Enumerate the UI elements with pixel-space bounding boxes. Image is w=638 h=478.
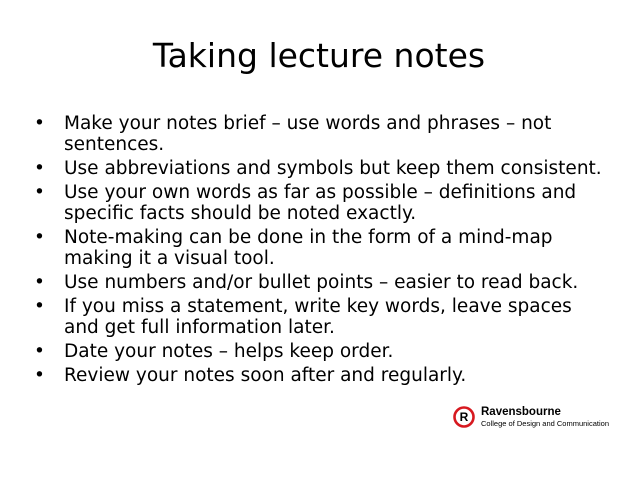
bullet-icon: • bbox=[34, 113, 45, 134]
bullet-item bbox=[34, 227, 604, 269]
bullet-item bbox=[34, 296, 604, 338]
ravensbourne-logo bbox=[453, 404, 613, 434]
bullet-text: Make your notes brief – use words and phrases – not sentences. bbox=[64, 113, 552, 155]
bullet-text: Use numbers and/or bullet points – easier to read back. bbox=[64, 272, 579, 293]
logo-mark-letter: R bbox=[459, 410, 469, 425]
bullet-icon: • bbox=[34, 182, 45, 203]
bullet-text: Note-making can be done in the form of a mind-map making it a visual tool. bbox=[64, 227, 553, 269]
bullet-text: Review your notes soon after and regularly. bbox=[64, 365, 467, 386]
bullet-text: If you miss a statement, write key words, leave spaces and get full information later. bbox=[64, 296, 572, 338]
bullet-text: Date your notes – helps keep order. bbox=[64, 341, 394, 362]
bullet-text: Use your own words as far as possible – definitions and specific facts should be noted exactly. bbox=[64, 182, 577, 224]
bullet-icon: • bbox=[34, 296, 45, 317]
bullet-icon: • bbox=[34, 272, 45, 293]
logo-subtitle: College of Design and Communication bbox=[481, 419, 609, 428]
bullet-icon: • bbox=[34, 341, 45, 362]
bullet-icon: • bbox=[34, 365, 45, 386]
bullet-item bbox=[34, 113, 604, 155]
bullet-item bbox=[34, 272, 604, 293]
logo-name: Ravensbourne bbox=[481, 406, 561, 418]
bullet-list bbox=[34, 113, 604, 389]
ravensbourne-logo-icon bbox=[453, 406, 475, 428]
bullet-item bbox=[34, 182, 604, 224]
bullet-icon: • bbox=[34, 158, 45, 179]
bullet-icon: • bbox=[34, 227, 45, 248]
bullet-item bbox=[34, 365, 604, 386]
slide-title: Taking lecture notes bbox=[152, 36, 486, 75]
bullet-text: Use abbreviations and symbols but keep them consistent. bbox=[64, 158, 602, 179]
bullet-item bbox=[34, 158, 604, 179]
bullet-item bbox=[34, 341, 604, 362]
